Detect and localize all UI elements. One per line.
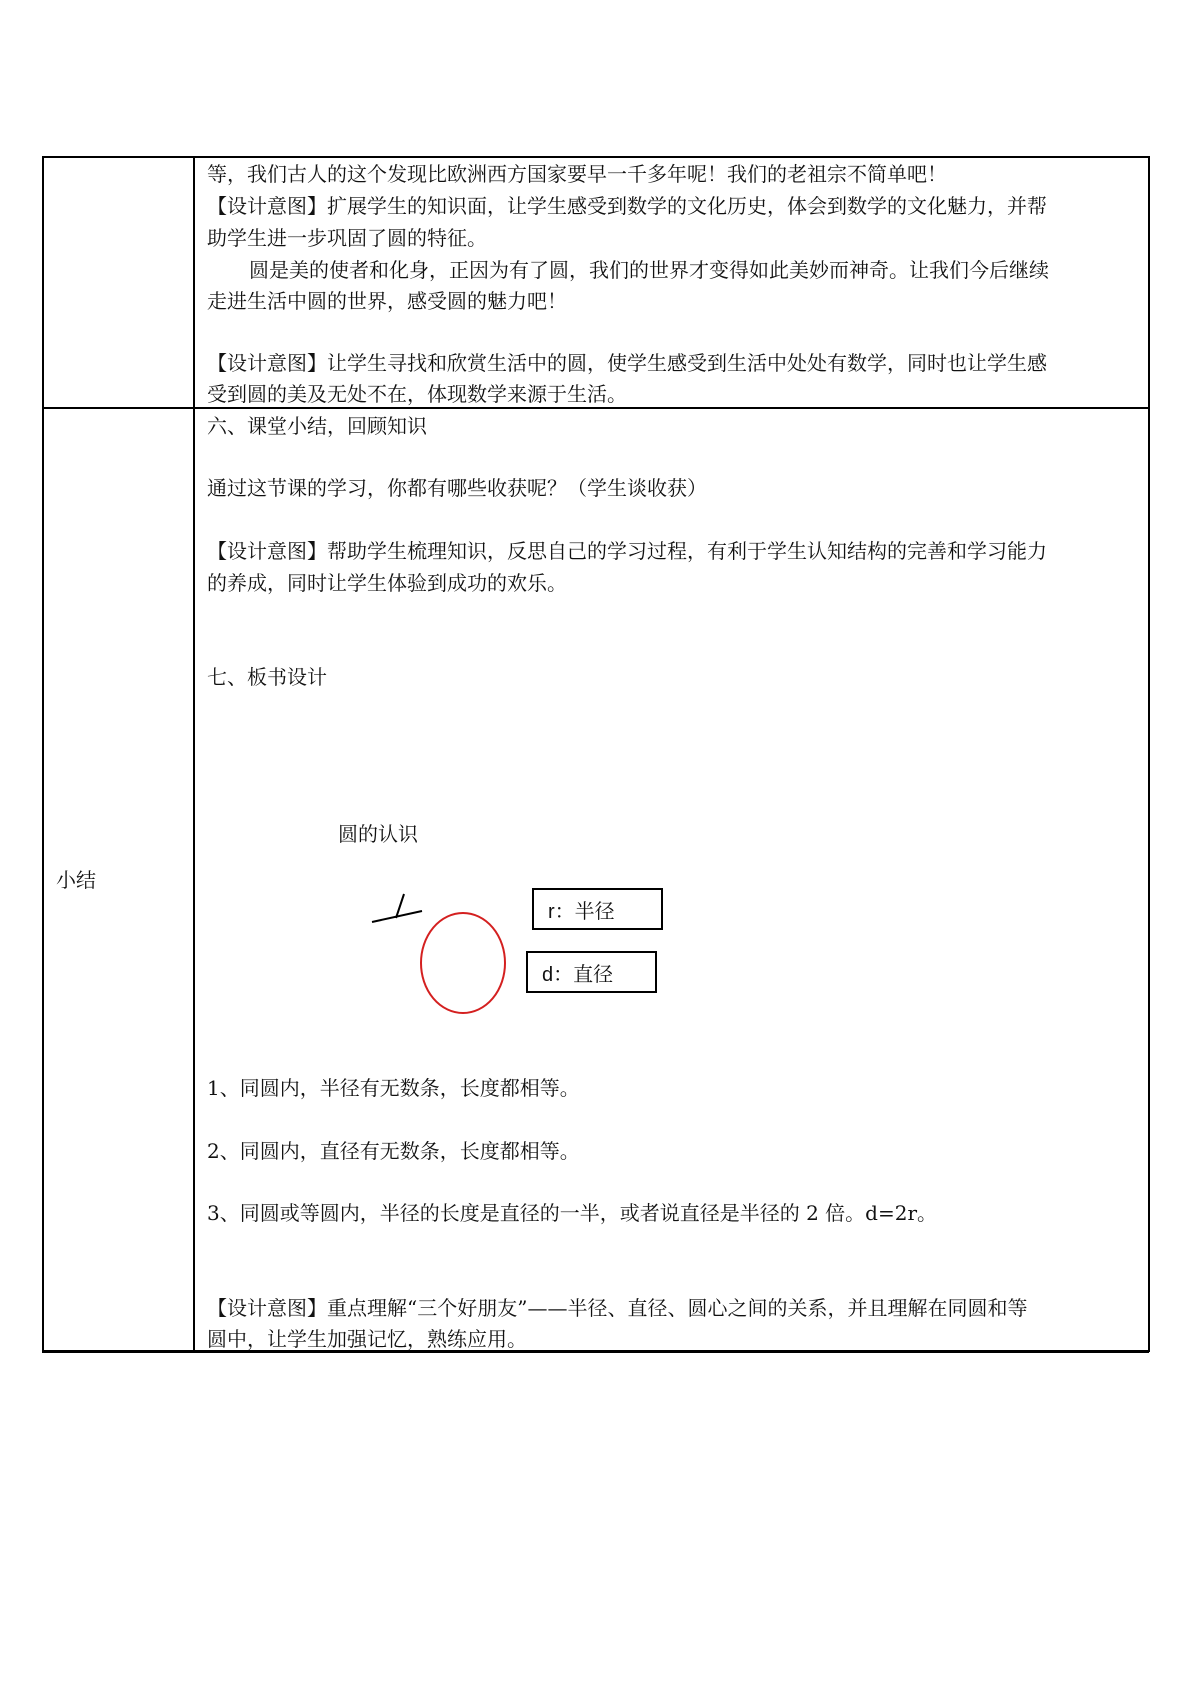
table-border-right <box>1148 156 1150 1352</box>
paragraph-line: 助学生进一步巩固了圆的特征。 <box>207 226 487 250</box>
paragraph-line: 圆是美的使者和化身，正因为有了圆，我们的世界才变得如此美妙而神奇。让我们今后继续 <box>249 258 1049 282</box>
table-row-divider <box>42 407 1149 409</box>
design-intent-line: 的养成，同时让学生体验到成功的欢乐。 <box>207 571 567 595</box>
paragraph-line: 受到圆的美及无处不在，体现数学来源于生活。 <box>207 382 627 406</box>
design-intent-line: 圆中，让学生加强记忆，熟练应用。 <box>207 1327 527 1351</box>
paragraph-line: 走进生活中圆的世界，感受圆的魅力吧！ <box>207 289 567 313</box>
diagram-title: 圆的认识 <box>338 822 418 846</box>
radius-box: r：半径 <box>532 888 663 930</box>
design-intent-line: 【设计意图】扩展学生的知识面，让学生感受到数学的文化历史，体会到数学的文化魅力，并帮 <box>207 194 1047 218</box>
circle-diagram <box>360 870 520 1030</box>
question-text: 通过这节课的学习，你都有哪些收获呢？（学生谈收获） <box>207 476 707 500</box>
key-point: 2、同圆内，直径有无数条，长度都相等。 <box>207 1139 580 1163</box>
key-point: 1、同圆内，半径有无数条，长度都相等。 <box>207 1076 580 1100</box>
design-intent-line: 【设计意图】让学生寻找和欣赏生活中的圆，使学生感受到生活中处处有数学，同时也让学生感 <box>207 351 1047 375</box>
table-column-divider <box>193 156 195 1352</box>
table-border-left <box>42 156 44 1352</box>
row-label-summary: 小结 <box>56 868 96 892</box>
design-intent-line: 【设计意图】重点理解“三个好朋友”——半径、直径、圆心之间的关系，并且理解在同圆和等 <box>207 1296 1028 1320</box>
section-heading: 六、课堂小结，回顾知识 <box>207 414 427 438</box>
board-design-heading: 七、板书设计 <box>207 665 327 689</box>
design-intent-line: 【设计意图】帮助学生梳理知识，反思自己的学习过程，有利于学生认知结构的完善和学习能力 <box>207 539 1047 563</box>
table-border-top <box>42 156 1149 158</box>
diameter-box: d：直径 <box>526 951 657 993</box>
key-point: 3、同圆或等圆内，半径的长度是直径的一半，或者说直径是半径的 2 倍。d=2r。 <box>207 1201 938 1225</box>
paragraph-line: 等，我们古人的这个发现比欧洲西方国家要早一千多年呢！我们的老祖宗不简单吧！ <box>207 162 947 186</box>
circle-shape <box>421 913 505 1013</box>
